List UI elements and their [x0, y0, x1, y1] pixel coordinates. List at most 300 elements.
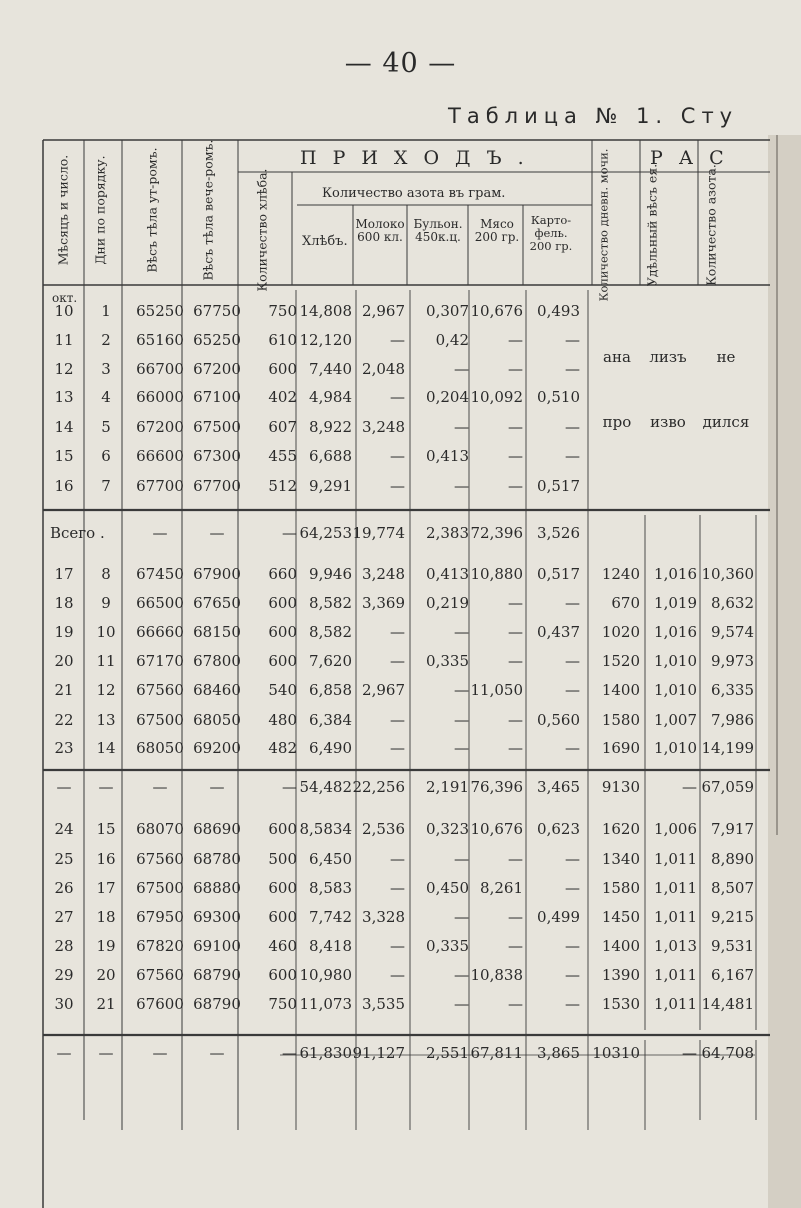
cell-date: 19	[54, 623, 74, 641]
total-cell: 67,811	[470, 1044, 523, 1062]
note-cell: не	[716, 348, 736, 366]
cell-day: 15	[96, 820, 116, 838]
cell-nitrogen-out: 7,917	[711, 820, 754, 838]
cell-day: 3	[101, 360, 111, 378]
cell-broth: 0,219	[426, 594, 469, 612]
cell-bread-qty: 607	[268, 418, 297, 436]
cell-bread: 8,583	[309, 879, 352, 897]
cell-milk: —	[390, 623, 405, 641]
total-cell: 2,383	[426, 524, 469, 542]
cell-potato: —	[565, 652, 580, 670]
cell-bread-qty: 600	[268, 623, 297, 641]
total-cell: —	[282, 1044, 297, 1062]
cell-milk: —	[390, 850, 405, 868]
cell-broth: 0,413	[426, 565, 469, 583]
cell-spec-weight: 1,011	[654, 850, 697, 868]
cell-broth: 0,204	[426, 388, 469, 406]
cell-weight-morning: 68050	[136, 739, 184, 757]
cell-day: 16	[96, 850, 116, 868]
cell-broth: —	[454, 477, 469, 495]
cell-potato: 0,510	[537, 388, 580, 406]
cell-date: 26	[54, 879, 74, 897]
cell-bread-qty: 500	[268, 850, 297, 868]
cell-urine: 1020	[601, 623, 640, 641]
cell-spec-weight: 1,016	[654, 623, 697, 641]
cell-bread: 6,384	[309, 711, 352, 729]
cell-day: 10	[96, 623, 116, 641]
cell-milk: —	[390, 477, 405, 495]
cell-potato: 0,517	[537, 477, 580, 495]
cell-weight-morning: 68070	[136, 820, 184, 838]
cell-bread: 6,490	[309, 739, 352, 757]
cell-date: 30	[54, 995, 74, 1013]
cell-weight-morning: 66700	[136, 360, 184, 378]
cell-day: 12	[96, 681, 116, 699]
cell-date: 27	[54, 908, 74, 926]
cell-day: 7	[101, 477, 111, 495]
cell-date: 17	[54, 565, 74, 583]
cell-bread-qty: 600	[268, 594, 297, 612]
cell-urine: 1580	[601, 711, 640, 729]
cell-potato: —	[565, 966, 580, 984]
cell-weight-evening: 68050	[193, 711, 241, 729]
cell-meat: —	[508, 995, 523, 1013]
cell-broth: —	[454, 360, 469, 378]
cell-spec-weight: 1,010	[654, 652, 697, 670]
cell-bread-qty: 600	[268, 908, 297, 926]
cell-nitrogen-out: 14,481	[701, 995, 754, 1013]
cell-bread-qty: 660	[268, 565, 297, 583]
total-cell: —	[282, 778, 297, 796]
cell-bread: 12,120	[299, 331, 352, 349]
cell-meat: —	[508, 850, 523, 868]
note-cell: ана	[603, 348, 631, 366]
total-cell: 67,059	[701, 778, 754, 796]
cell-meat: 8,261	[480, 879, 523, 897]
cell-bread: 4,984	[309, 388, 352, 406]
cell-spec-weight: 1,010	[654, 681, 697, 699]
cell-date: 22	[54, 711, 74, 729]
cell-broth: 0,307	[426, 302, 469, 320]
cell-day: 8	[101, 565, 111, 583]
cell-bread-qty: 600	[268, 966, 297, 984]
cell-urine: 1390	[601, 966, 640, 984]
cell-broth: —	[454, 739, 469, 757]
cell-nitrogen-out: 9,531	[711, 937, 754, 955]
cell-potato: —	[565, 850, 580, 868]
total-cell: —	[282, 524, 297, 542]
cell-urine: 1530	[601, 995, 640, 1013]
col-header-date: Мѣсяцъ и число.	[55, 154, 71, 266]
cell-weight-evening: 67750	[193, 302, 241, 320]
cell-bread: 6,688	[309, 447, 352, 465]
cell-meat: —	[508, 623, 523, 641]
cell-weight-evening: 68780	[193, 850, 241, 868]
cell-potato: —	[565, 681, 580, 699]
cell-broth: 0,42	[435, 331, 469, 349]
total-cell: 72,396	[470, 524, 523, 542]
cell-weight-morning: 65250	[136, 302, 184, 320]
cell-potato: —	[565, 879, 580, 897]
cell-bread: 8,582	[309, 623, 352, 641]
cell-weight-evening: 68150	[193, 623, 241, 641]
total-cell: —	[98, 1044, 114, 1062]
cell-weight-morning: 67560	[136, 681, 184, 699]
cell-meat: —	[508, 594, 523, 612]
cell-bread-qty: 455	[268, 447, 297, 465]
total-cell: —	[209, 778, 225, 796]
cell-day: 9	[101, 594, 111, 612]
cell-date: 28	[54, 937, 74, 955]
cell-bread-qty: 540	[268, 681, 297, 699]
cell-bread-qty: 482	[268, 739, 297, 757]
cell-date: 13	[54, 388, 74, 406]
note-cell: лизъ	[649, 348, 687, 366]
col-header-nitrogen-out: Количество азота.	[703, 164, 719, 286]
cell-milk: —	[390, 388, 405, 406]
cell-weight-evening: 68880	[193, 879, 241, 897]
cell-bread: 11,073	[299, 995, 352, 1013]
cell-milk: —	[390, 739, 405, 757]
col-header-meat: Мясо 200 гр.	[474, 217, 520, 244]
cell-weight-morning: 67200	[136, 418, 184, 436]
cell-bread: 10,980	[299, 966, 352, 984]
cell-bread-qty: 402	[268, 388, 297, 406]
cell-potato: —	[565, 995, 580, 1013]
cell-broth: 0,450	[426, 879, 469, 897]
cell-potato: 0,493	[537, 302, 580, 320]
total-label: Всего .	[50, 524, 105, 542]
cell-bread: 6,450	[309, 850, 352, 868]
cell-potato: 0,623	[537, 820, 580, 838]
cell-weight-morning: 66000	[136, 388, 184, 406]
cell-weight-morning: 66500	[136, 594, 184, 612]
cell-milk: 2,967	[362, 681, 405, 699]
cell-day: 20	[96, 966, 116, 984]
cell-meat: —	[508, 908, 523, 926]
col-header-urine-qty: Количество дневн. мочи.	[596, 148, 611, 302]
cell-milk: —	[390, 711, 405, 729]
cell-date: 18	[54, 594, 74, 612]
cell-weight-evening: 69200	[193, 739, 241, 757]
expense-header: РАС	[650, 147, 740, 169]
cell-meat: —	[508, 937, 523, 955]
cell-meat: 10,880	[470, 565, 523, 583]
cell-meat: —	[508, 652, 523, 670]
cell-day: 2	[101, 331, 111, 349]
cell-weight-morning: 67600	[136, 995, 184, 1013]
cell-meat: —	[508, 447, 523, 465]
cell-bread-qty: 600	[268, 879, 297, 897]
col-header-weight-morning: Вѣсъ тѣла ут-ромъ.	[144, 147, 160, 273]
cell-milk: 3,328	[362, 908, 405, 926]
col-header-bread: Хлѣбъ.	[302, 234, 348, 249]
cell-broth: —	[454, 908, 469, 926]
cell-potato: 0,437	[537, 623, 580, 641]
cell-meat: 11,050	[470, 681, 523, 699]
cell-nitrogen-out: 8,890	[711, 850, 754, 868]
total-cell: 91,127	[352, 1044, 405, 1062]
cell-meat: —	[508, 418, 523, 436]
cell-day: 11	[96, 652, 116, 670]
cell-bread: 7,620	[309, 652, 352, 670]
cell-milk: —	[390, 652, 405, 670]
cell-milk: —	[390, 331, 405, 349]
total-cell: 10310	[592, 1044, 640, 1062]
cell-weight-morning: 65160	[136, 331, 184, 349]
total-cell: 64,253	[299, 524, 352, 542]
cell-milk: 3,248	[362, 418, 405, 436]
cell-bread: 6,858	[309, 681, 352, 699]
cell-nitrogen-out: 6,335	[711, 681, 754, 699]
cell-bread: 7,742	[309, 908, 352, 926]
cell-nitrogen-out: 9,215	[711, 908, 754, 926]
total-cell: —	[56, 1044, 72, 1062]
cell-milk: 3,535	[362, 995, 405, 1013]
cell-broth: 0,335	[426, 937, 469, 955]
cell-date: 14	[54, 418, 74, 436]
cell-milk: —	[390, 879, 405, 897]
col-header-spec-weight: Удѣльный вѣсъ ея.	[644, 163, 660, 287]
cell-day: 6	[101, 447, 111, 465]
cell-milk: 2,048	[362, 360, 405, 378]
cell-bread-qty: 480	[268, 711, 297, 729]
cell-spec-weight: 1,019	[654, 594, 697, 612]
cell-day: 18	[96, 908, 116, 926]
cell-weight-evening: 68690	[193, 820, 241, 838]
cell-broth: 0,323	[426, 820, 469, 838]
cell-weight-morning: 67170	[136, 652, 184, 670]
total-cell: 2,191	[426, 778, 469, 796]
cell-meat: —	[508, 360, 523, 378]
cell-meat: 10,838	[470, 966, 523, 984]
cell-weight-evening: 65250	[193, 331, 241, 349]
total-cell: —	[209, 524, 225, 542]
col-header-bread-qty: Количество хлѣба.	[254, 168, 270, 292]
cell-bread-qty: 460	[268, 937, 297, 955]
cell-nitrogen-out: 9,574	[711, 623, 754, 641]
nitrogen-group-header: Количество азота въ грам.	[322, 186, 506, 201]
cell-bread: 9,946	[309, 565, 352, 583]
cell-urine: 1240	[601, 565, 640, 583]
cell-spec-weight: 1,010	[654, 739, 697, 757]
cell-bread: 9,291	[309, 477, 352, 495]
cell-weight-morning: 66600	[136, 447, 184, 465]
cell-potato: 0,499	[537, 908, 580, 926]
cell-date: 20	[54, 652, 74, 670]
cell-weight-evening: 68790	[193, 966, 241, 984]
cell-day: 21	[96, 995, 116, 1013]
cell-bread-qty: 600	[268, 360, 297, 378]
cell-milk: 2,967	[362, 302, 405, 320]
cell-weight-evening: 67650	[193, 594, 241, 612]
cell-weight-evening: 67500	[193, 418, 241, 436]
cell-nitrogen-out: 14,199	[701, 739, 754, 757]
cell-weight-morning: 66660	[136, 623, 184, 641]
cell-spec-weight: 1,016	[654, 565, 697, 583]
total-cell: —	[152, 524, 168, 542]
total-cell: —	[152, 1044, 168, 1062]
cell-weight-evening: 67200	[193, 360, 241, 378]
cell-date: 29	[54, 966, 74, 984]
cell-urine: 1450	[601, 908, 640, 926]
total-cell: —	[209, 1044, 225, 1062]
total-cell: 3,865	[537, 1044, 580, 1062]
cell-day: 19	[96, 937, 116, 955]
col-header-weight-evening: Вѣсъ тѣла вече-ромъ.	[200, 139, 216, 281]
cell-weight-morning: 67700	[136, 477, 184, 495]
note-cell: про	[602, 413, 632, 431]
cell-day: 17	[96, 879, 116, 897]
cell-meat: —	[508, 477, 523, 495]
cell-broth: —	[454, 711, 469, 729]
cell-spec-weight: 1,011	[654, 908, 697, 926]
cell-broth: —	[454, 966, 469, 984]
cell-meat: —	[508, 739, 523, 757]
cell-date: 15	[54, 447, 74, 465]
col-header-milk: Молоко 600 кл.	[355, 217, 405, 244]
cell-urine: 1520	[601, 652, 640, 670]
cell-meat: 10,676	[470, 820, 523, 838]
cell-bread: 8,5834	[299, 820, 352, 838]
cell-bread-qty: 750	[268, 995, 297, 1013]
table-title: Таблица № 1. Сту	[448, 104, 739, 128]
total-cell: —	[56, 778, 72, 796]
month-label: окт.	[52, 291, 78, 305]
cell-potato: —	[565, 937, 580, 955]
total-cell: 2,551	[426, 1044, 469, 1062]
cell-milk: 2,536	[362, 820, 405, 838]
cell-weight-evening: 69300	[193, 908, 241, 926]
cell-date: 10	[54, 302, 74, 320]
cell-urine: 1340	[601, 850, 640, 868]
total-cell: 22,256	[352, 778, 405, 796]
total-cell: 3,465	[537, 778, 580, 796]
cell-meat: —	[508, 711, 523, 729]
cell-bread-qty: 600	[268, 652, 297, 670]
cell-potato: —	[565, 594, 580, 612]
total-cell: 61,830	[299, 1044, 352, 1062]
total-cell: 76,396	[470, 778, 523, 796]
total-cell: —	[682, 778, 697, 796]
col-header-potato: Карто-фель. 200 гр.	[529, 213, 573, 253]
cell-day: 14	[96, 739, 116, 757]
cell-milk: —	[390, 937, 405, 955]
cell-nitrogen-out: 6,167	[711, 966, 754, 984]
cell-bread: 7,440	[309, 360, 352, 378]
cell-day: 5	[101, 418, 111, 436]
cell-bread: 8,922	[309, 418, 352, 436]
cell-urine: 1620	[601, 820, 640, 838]
cell-date: 23	[54, 739, 74, 757]
cell-broth: 0,413	[426, 447, 469, 465]
cell-bread: 8,582	[309, 594, 352, 612]
cell-weight-morning: 67950	[136, 908, 184, 926]
cell-weight-evening: 67700	[193, 477, 241, 495]
cell-nitrogen-out: 9,973	[711, 652, 754, 670]
cell-bread: 14,808	[299, 302, 352, 320]
income-header: ПРИХОДЪ.	[300, 147, 540, 169]
total-cell: 64,708	[701, 1044, 754, 1062]
cell-milk: 3,248	[362, 565, 405, 583]
cell-nitrogen-out: 10,360	[701, 565, 754, 583]
cell-bread-qty: 610	[268, 331, 297, 349]
cell-nitrogen-out: 7,986	[711, 711, 754, 729]
cell-nitrogen-out: 8,507	[711, 879, 754, 897]
total-cell: 54,482	[299, 778, 352, 796]
cell-weight-evening: 68460	[193, 681, 241, 699]
cell-spec-weight: 1,007	[654, 711, 697, 729]
cell-spec-weight: 1,011	[654, 995, 697, 1013]
total-cell: —	[682, 1044, 697, 1062]
cell-spec-weight: 1,011	[654, 966, 697, 984]
cell-potato: —	[565, 331, 580, 349]
cell-date: 25	[54, 850, 74, 868]
total-cell: —	[152, 778, 168, 796]
total-cell: 19,774	[352, 524, 405, 542]
cell-weight-evening: 67300	[193, 447, 241, 465]
cell-potato: —	[565, 418, 580, 436]
cell-weight-morning: 67560	[136, 850, 184, 868]
cell-potato: 0,517	[537, 565, 580, 583]
cell-spec-weight: 1,013	[654, 937, 697, 955]
cell-spec-weight: 1,006	[654, 820, 697, 838]
total-cell: 3,526	[537, 524, 580, 542]
cell-broth: —	[454, 623, 469, 641]
cell-spec-weight: 1,011	[654, 879, 697, 897]
col-header-broth: Бульон. 450к.ц.	[413, 217, 463, 244]
cell-potato: 0,560	[537, 711, 580, 729]
cell-urine: 1400	[601, 937, 640, 955]
cell-bread-qty: 600	[268, 820, 297, 838]
cell-meat: 10,092	[470, 388, 523, 406]
cell-meat: —	[508, 331, 523, 349]
cell-date: 12	[54, 360, 74, 378]
cell-meat: 10,676	[470, 302, 523, 320]
cell-broth: —	[454, 418, 469, 436]
cell-day: 4	[101, 388, 111, 406]
cell-weight-evening: 67900	[193, 565, 241, 583]
cell-potato: —	[565, 360, 580, 378]
cell-urine: 1400	[601, 681, 640, 699]
cell-broth: —	[454, 681, 469, 699]
cell-urine: 1580	[601, 879, 640, 897]
col-header-day: Дни по порядку.	[92, 155, 108, 265]
cell-weight-morning: 67500	[136, 879, 184, 897]
cell-weight-evening: 68790	[193, 995, 241, 1013]
total-cell: 9130	[601, 778, 640, 796]
cell-potato: —	[565, 739, 580, 757]
cell-milk: —	[390, 447, 405, 465]
cell-weight-evening: 67100	[193, 388, 241, 406]
page-number: — 40 —	[344, 48, 457, 79]
cell-day: 1	[101, 302, 111, 320]
cell-bread-qty: 512	[268, 477, 297, 495]
note-cell: изво	[650, 413, 686, 431]
cell-weight-morning: 67500	[136, 711, 184, 729]
cell-bread-qty: 750	[268, 302, 297, 320]
cell-nitrogen-out: 8,632	[711, 594, 754, 612]
cell-milk: —	[390, 966, 405, 984]
cell-date: 21	[54, 681, 74, 699]
note-cell: дился	[702, 413, 750, 431]
cell-date: 24	[54, 820, 74, 838]
total-cell: —	[98, 778, 114, 796]
cell-date: 11	[54, 331, 74, 349]
cell-weight-morning: 67820	[136, 937, 184, 955]
cell-urine: 1690	[601, 739, 640, 757]
cell-broth: —	[454, 850, 469, 868]
